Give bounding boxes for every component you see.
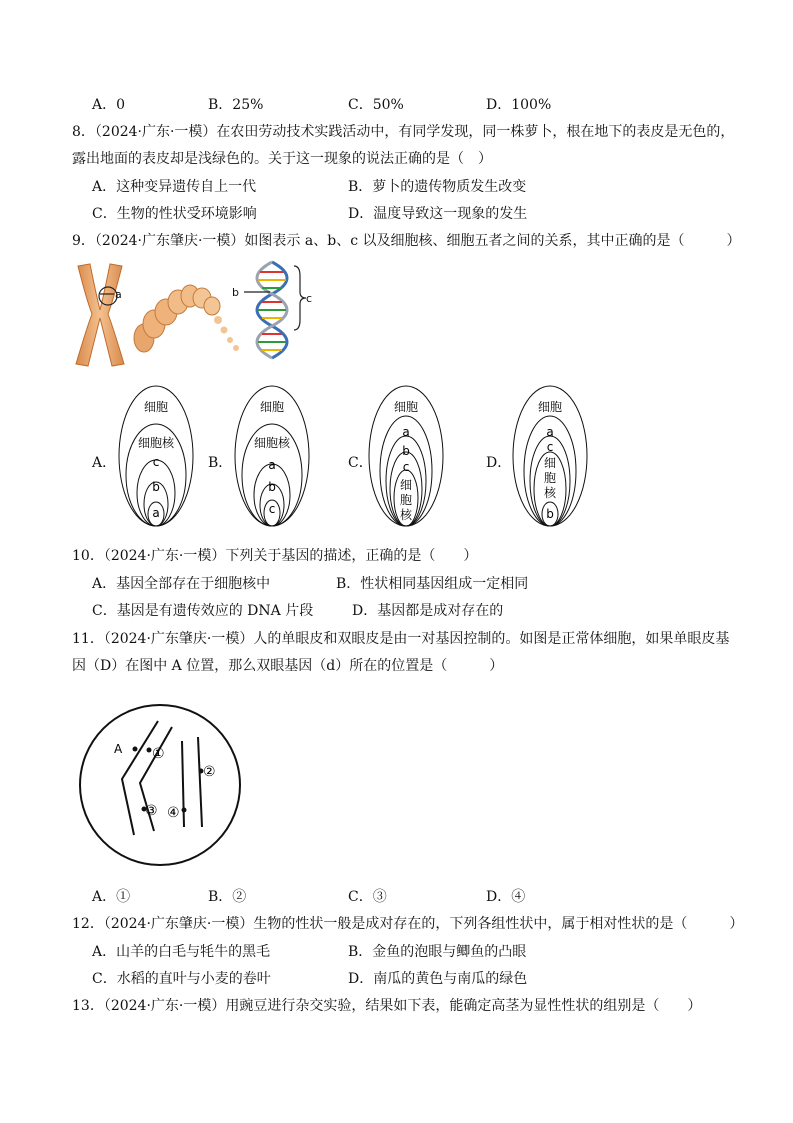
cell-chromosome-figure (78, 703, 242, 867)
a-c: c (152, 455, 160, 469)
q12-option-d: D．南瓜的黄色与南瓜的绿色 (348, 971, 528, 987)
figure-label-b: b (232, 286, 239, 299)
q12-option-a: A．山羊的白毛与牦牛的黑毛 (92, 944, 271, 960)
cell-outline (80, 705, 240, 865)
q9-option-b-letter: B． (208, 455, 233, 471)
b-b: b (268, 480, 276, 494)
b-cell: 细胞 (259, 400, 285, 414)
chromosome-dna-figure (72, 258, 312, 373)
d-nuc-2: 胞 (543, 471, 557, 485)
chromosome-shape (76, 264, 124, 366)
q10-option-c: C．基因是有遗传效应的 DNA 片段 (92, 603, 314, 619)
q8-option-c: C．生物的性状受环境影响 (92, 206, 257, 222)
q11-option-a: A．① (92, 889, 131, 905)
q10-stem: 10．（2024·广东·一模）下列关于基因的描述，正确的是（ ） (72, 548, 478, 564)
q9-option-d-diagram (512, 385, 588, 527)
q12-option-b: B．金鱼的泡眼与鲫鱼的凸眼 (348, 944, 527, 960)
q7-option-a: A．0 (92, 97, 126, 113)
dna-helix (232, 262, 312, 358)
c-nuc-2: 胞 (399, 493, 413, 507)
a-b: b (152, 480, 160, 494)
position-4: ④ (167, 805, 180, 821)
q10-option-b: B．性状相同基因组成一定相同 (336, 576, 529, 592)
c-nuc-1: 细 (399, 478, 413, 492)
q7-option-d: D．100% (486, 97, 552, 113)
b-c: c (268, 502, 276, 516)
d-nuc-1: 细 (543, 456, 557, 470)
q8-option-d: D．温度导致这一现象的发生 (348, 206, 528, 222)
c-cell: 细胞 (393, 400, 419, 414)
q9-option-a-letter: A． (92, 455, 117, 471)
b-a: a (268, 458, 276, 472)
brace (294, 266, 306, 330)
q10-option-d: D．基因都是成对存在的 (352, 603, 504, 619)
d-cell: 细胞 (537, 400, 563, 414)
q11-option-d: D．④ (486, 889, 526, 905)
a-nucleus: 细胞核 (137, 436, 175, 450)
c-nuc-3: 核 (399, 508, 413, 522)
q11-stem-line1: 11．（2024·广东肇庆·一模）人的单眼皮和双眼皮是由一对基因控制的。如图是正常体细胞，如果单眼皮基 (72, 631, 730, 647)
c-a: a (402, 425, 410, 439)
q11-option-b: B．② (208, 889, 247, 905)
q9-option-c-letter: C． (348, 455, 373, 471)
q11-stem-line2: 因（D）在图中 A 位置，那么双眼基因（d）所在的位置是（ ） (72, 658, 504, 674)
d-nuc-3: 核 (543, 486, 557, 500)
q7-option-c: C．50% (348, 97, 404, 113)
d-c: c (546, 440, 554, 454)
a-a: a (152, 506, 160, 520)
q8-option-a: A．这种变异遗传自上一代 (92, 179, 257, 195)
d-b: b (546, 507, 554, 521)
figure-label-a: a (115, 288, 122, 301)
q9-option-a-diagram (118, 385, 194, 527)
c-b: b (402, 444, 410, 458)
position-3: ③ (145, 803, 158, 819)
q12-stem: 12．（2024·广东肇庆·一模）生物的性状一般是成对存在的，下列各组性状中，属于相对性状的是（ ） (72, 916, 744, 932)
q13-stem: 13．（2024·广东·一模）用豌豆进行杂交实验，结果如下表，能确定高茎为显性性状的组别是（ ） (72, 998, 702, 1014)
position-2: ② (203, 764, 216, 780)
q11-option-c: C．③ (348, 889, 387, 905)
label-A: A (114, 742, 123, 756)
q8-stem-line2: 露出地面的表皮却是浅绿色的。关于这一现象的说法正确的是（ ） (72, 151, 492, 167)
q12-option-c: C．水稻的直叶与小麦的卷叶 (92, 971, 271, 987)
q8-option-b: B．萝卜的遗传物质发生改变 (348, 179, 527, 195)
q9-option-c-diagram (368, 385, 444, 527)
q9-option-d-letter: D． (486, 455, 512, 471)
q7-option-b: B．25% (208, 97, 264, 113)
q9-stem: 9．（2024·广东肇庆·一模）如图表示 a、b、c 以及细胞核、细胞五者之间的关系，其中正确的是（ ） (72, 233, 741, 249)
c-c: c (402, 460, 410, 474)
q8-stem-line1: 8．（2024·广东·一模）在农田劳动技术实践活动中，有同学发现，同一株萝卜，根在地下的表皮是无色的， (72, 124, 735, 140)
coiled-fibre (134, 285, 239, 352)
chromosome-lines (122, 721, 202, 835)
figure-label-c: c (306, 292, 312, 305)
q10-option-a: A．基因全部存在于细胞核中 (92, 576, 271, 592)
d-a: a (546, 425, 554, 439)
position-1: ① (152, 746, 165, 762)
a-cell: 细胞 (143, 400, 169, 414)
b-nucleus: 细胞核 (253, 436, 291, 450)
q9-option-b-diagram (234, 385, 310, 527)
